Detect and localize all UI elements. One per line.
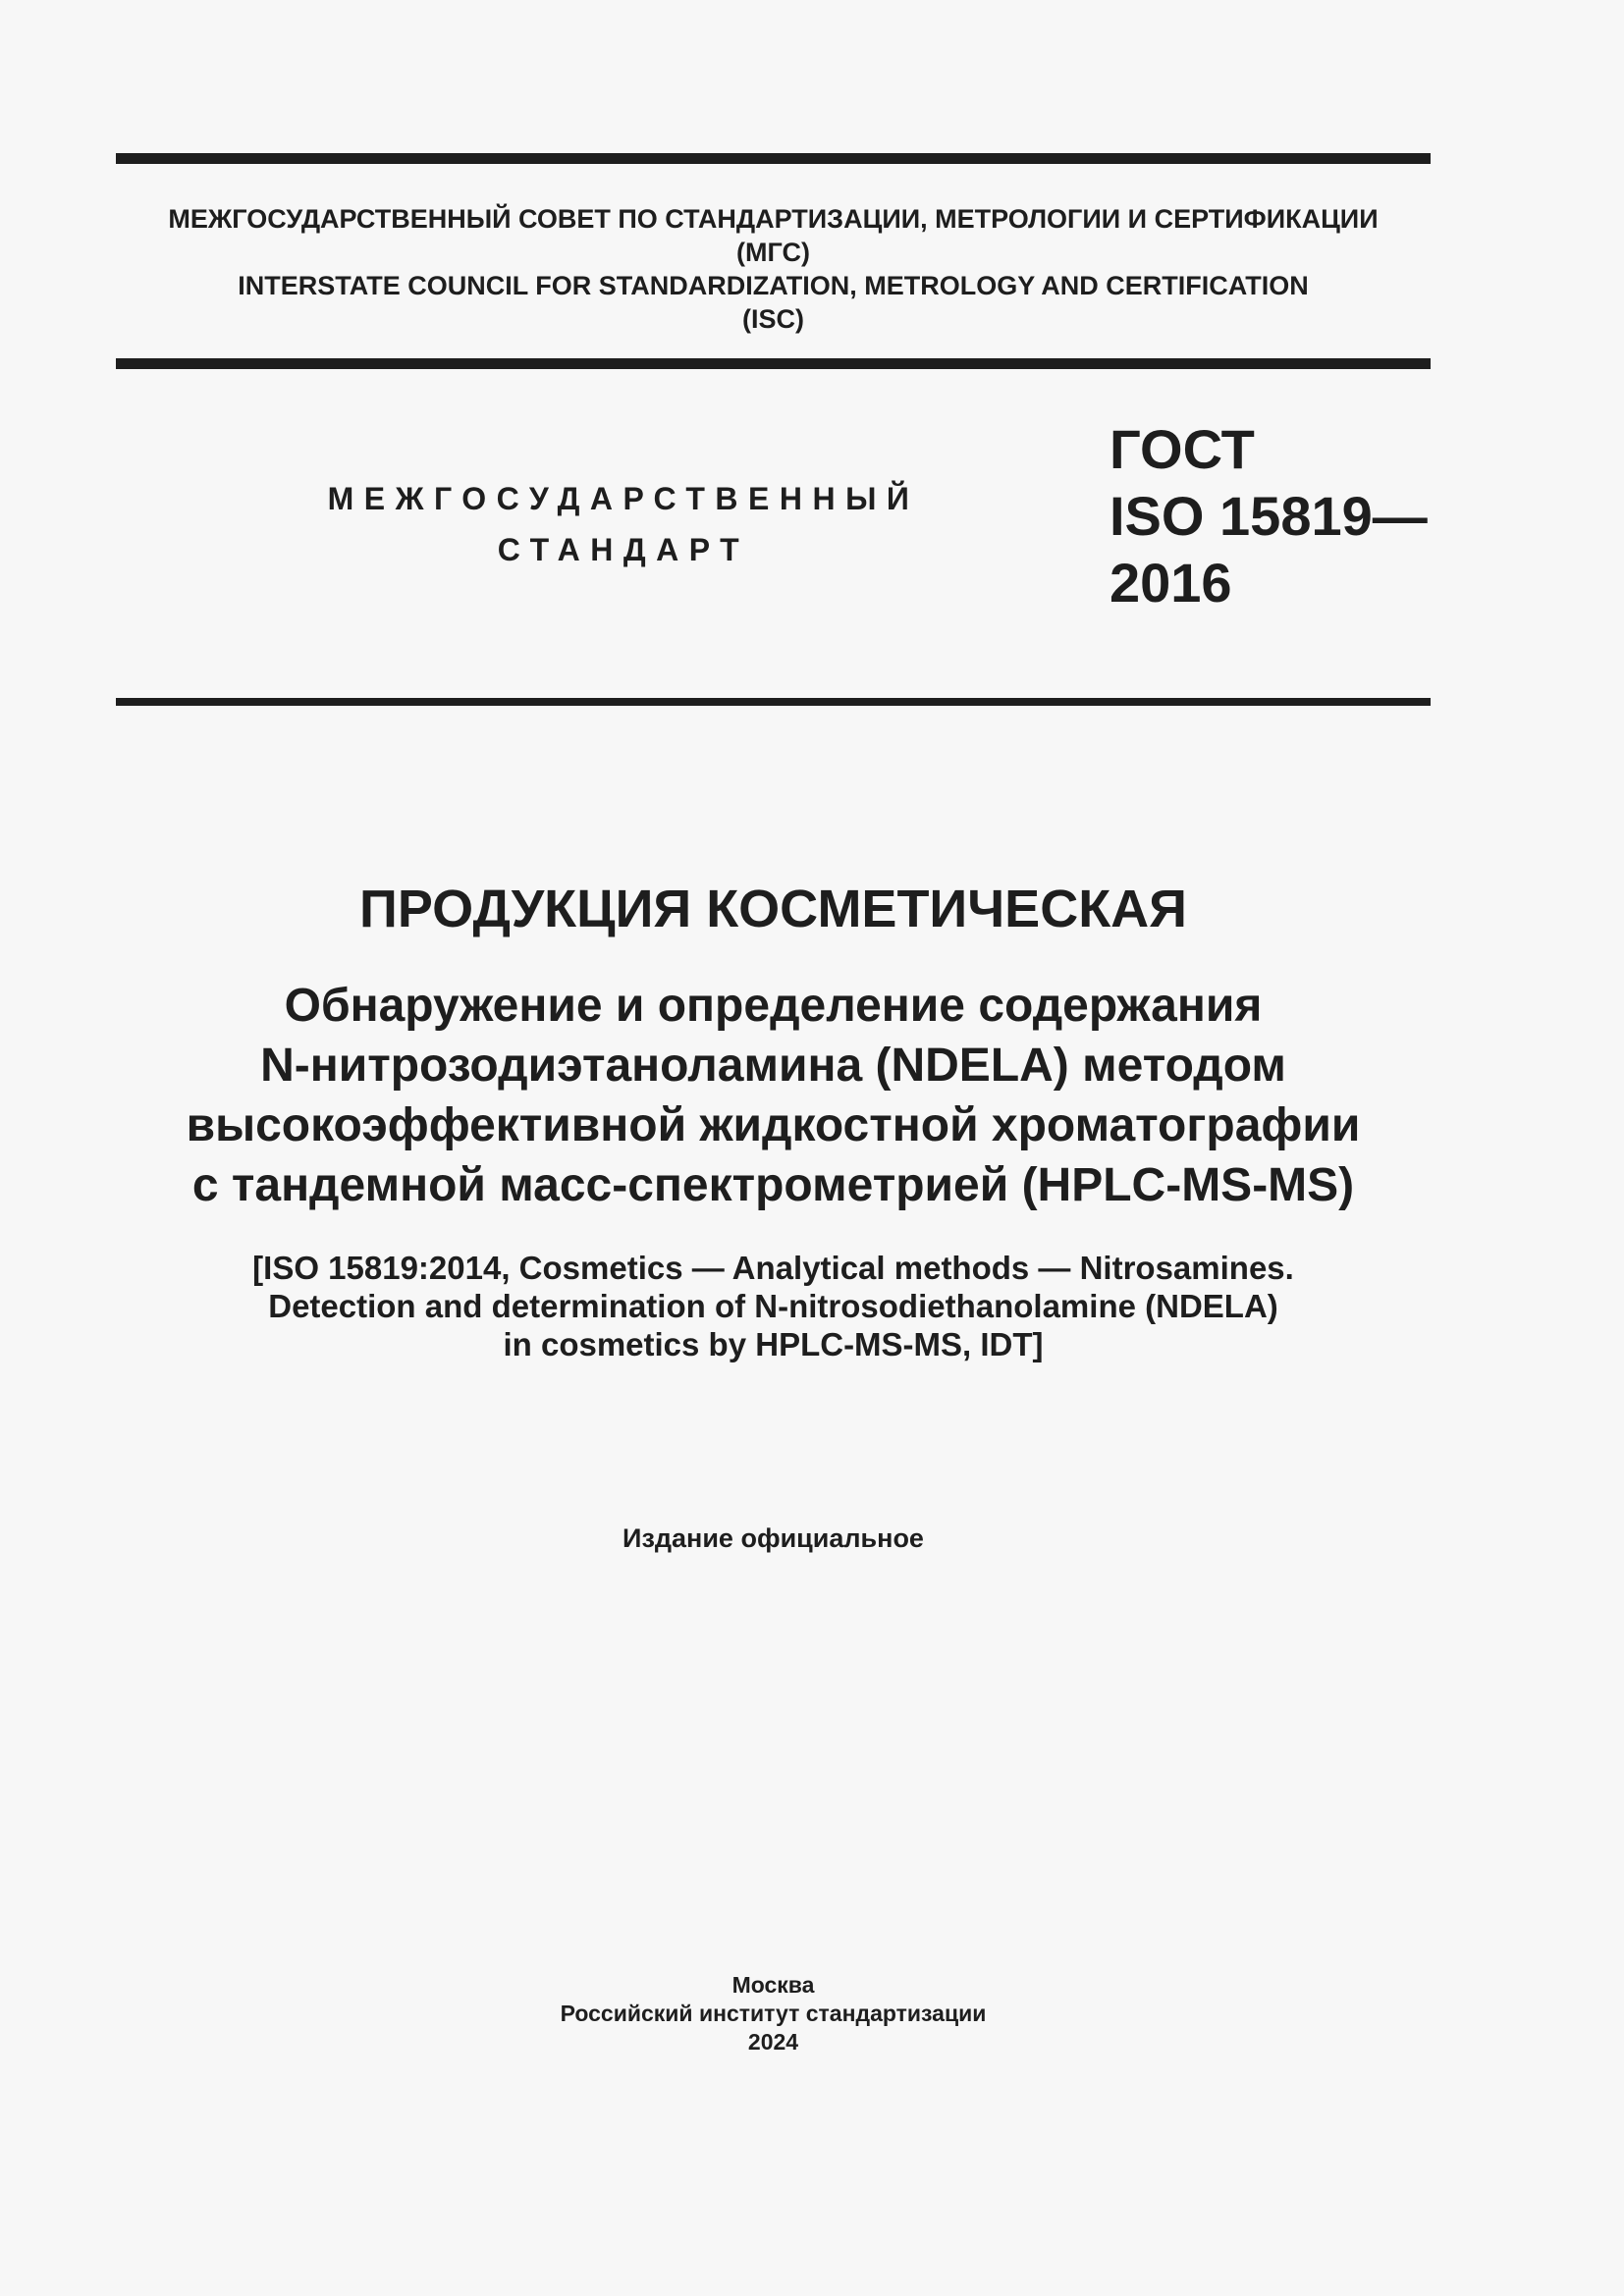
- official-edition-label: Издание официальное: [623, 1523, 924, 1553]
- council-abbr-ru: (МГС): [736, 238, 810, 267]
- designation-gost: ГОСТ: [1110, 418, 1255, 480]
- subtitle-line: Обнаружение и определение содержания: [284, 980, 1263, 1032]
- document-title: ПРОДУКЦИЯ КОСМЕТИЧЕСКАЯ: [359, 880, 1187, 938]
- designation-iso-number: ISO 15819—: [1110, 485, 1428, 547]
- publisher-city: Москва: [731, 1972, 815, 1998]
- standard-type-line1: МЕЖГОСУДАРСТВЕННЫЙ: [327, 481, 920, 516]
- subtitle-line: N-нитрозодиэтаноламина (NDELA) методом: [260, 1040, 1286, 1092]
- subtitle-line: высокоэффективной жидкостной хроматографии: [186, 1099, 1361, 1151]
- iso-reference: [116, 1249, 1431, 1363]
- council-abbr-en: (ISC): [742, 304, 804, 334]
- standard-designation: [1110, 416, 1428, 616]
- publisher-block: [116, 1971, 1431, 2056]
- document-subtitle: [116, 976, 1431, 1215]
- iso-reference-line: in cosmetics by HPLC-MS-MS, IDT]: [503, 1326, 1044, 1362]
- designation-year: 2016: [1110, 552, 1232, 614]
- publisher-name: Российский институт стандартизации: [560, 2001, 987, 2026]
- designation-bottom-rule: [116, 698, 1431, 706]
- council-bottom-rule: [116, 358, 1431, 369]
- iso-reference-line: Detection and determination of N-nitrosodiethanolamine (NDELA): [268, 1288, 1278, 1324]
- standard-type: [324, 473, 923, 575]
- publication-year: 2024: [747, 2029, 799, 2055]
- council-name-ru: МЕЖГОСУДАРСТВЕННЫЙ СОВЕТ ПО СТАНДАРТИЗАЦИИ, МЕТРОЛОГИИ И СЕРТИФИКАЦИИ: [168, 204, 1379, 234]
- subtitle-line: с тандемной масс-спектрометрией (HPLC-MS-MS): [191, 1159, 1355, 1211]
- standard-type-line2: СТАНДАРТ: [497, 532, 750, 567]
- council-name-en: INTERSTATE COUNCIL FOR STANDARDIZATION, METROLOGY AND CERTIFICATION: [238, 271, 1309, 300]
- iso-reference-line: [ISO 15819:2014, Cosmetics — Analytical methods — Nitrosamines.: [252, 1250, 1294, 1286]
- council-header: [116, 202, 1431, 336]
- top-rule: [116, 153, 1431, 164]
